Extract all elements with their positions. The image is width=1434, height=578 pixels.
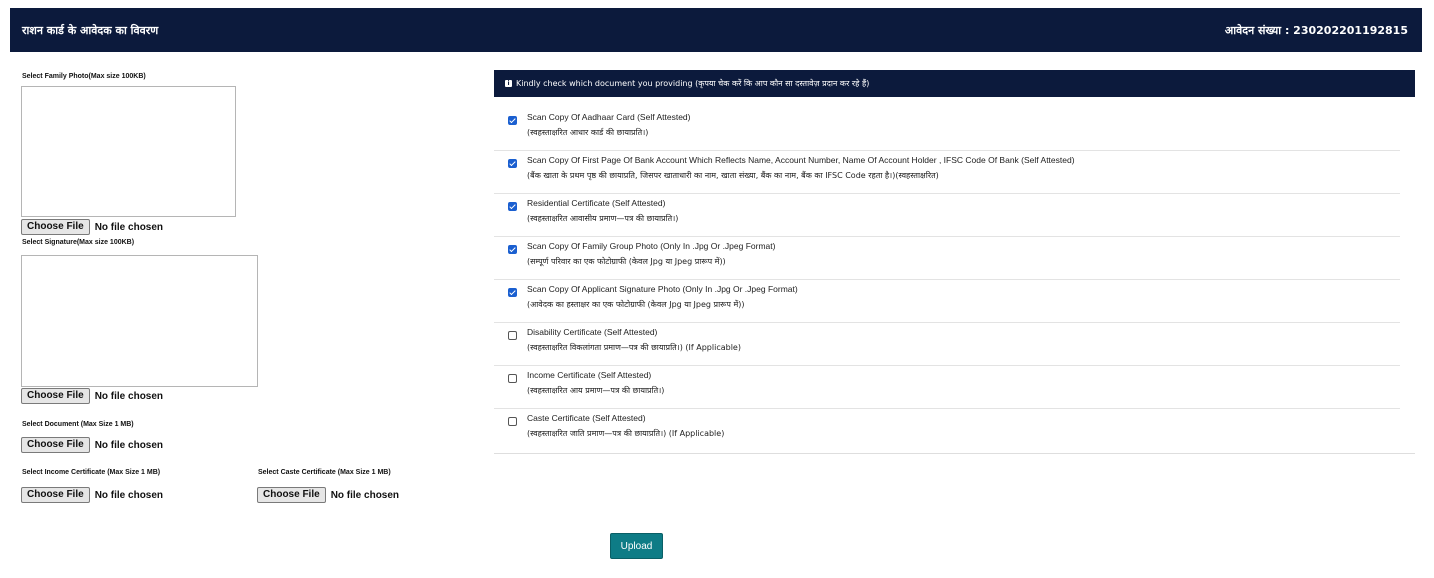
income-certificate-choose-file-button[interactable]: Choose File bbox=[21, 487, 90, 503]
top-header-bar bbox=[10, 8, 1422, 52]
document-hindi-label: (स्वहस्ताक्षरित आवासीय प्रमाण—पत्र की छायाप्रति।) bbox=[527, 214, 679, 223]
page-title: राशन कार्ड के आवेदक का विवरण bbox=[22, 24, 159, 37]
family-photo-preview bbox=[21, 86, 236, 217]
document-checkbox[interactable] bbox=[508, 159, 517, 168]
document-hindi-label: (स्वहस्ताक्षरित आधार कार्ड की छायाप्रति।) bbox=[527, 128, 649, 137]
income-certificate-file-status: No file chosen bbox=[94, 489, 164, 501]
documents-header bbox=[494, 70, 1415, 97]
document-hindi-label: (सम्पूर्ण परिवार का एक फोटोग्राफी (केवल Jpg या Jpeg प्रारूप में)) bbox=[527, 257, 726, 266]
document-checkbox[interactable] bbox=[508, 202, 517, 211]
caste-certificate-file-input[interactable] bbox=[257, 486, 399, 504]
document-item-family-photo bbox=[494, 237, 1400, 280]
document-label: Income Certificate (Self Attested) bbox=[527, 370, 652, 380]
family-photo-label: Select Family Photo(Max size 100KB) bbox=[22, 73, 146, 80]
document-item-bank-account bbox=[494, 151, 1400, 194]
document-label: Scan Copy Of Aadhaar Card (Self Attested) bbox=[527, 112, 691, 122]
document-item-residential bbox=[494, 194, 1400, 237]
document-hindi-label: (स्वहस्ताक्षरित जाति प्रमाण—पत्र की छायाप्रति।) (If Applicable) bbox=[527, 429, 725, 438]
document-file-input[interactable] bbox=[21, 436, 163, 454]
document-item-income bbox=[494, 366, 1400, 409]
document-label: Scan Copy Of Applicant Signature Photo (Only In .Jpg Or .Jpeg Format) bbox=[527, 284, 798, 294]
document-label: Residential Certificate (Self Attested) bbox=[527, 198, 666, 208]
signature-choose-file-button[interactable]: Choose File bbox=[21, 388, 90, 404]
document-checkbox[interactable] bbox=[508, 116, 517, 125]
document-label: Caste Certificate (Self Attested) bbox=[527, 413, 646, 423]
document-checkbox[interactable] bbox=[508, 288, 517, 297]
application-number: आवेदन संख्या : 230202201192815 bbox=[1224, 24, 1408, 37]
document-checkbox[interactable] bbox=[508, 374, 517, 383]
info-icon: i bbox=[505, 80, 512, 87]
document-choose-file-button[interactable]: Choose File bbox=[21, 437, 90, 453]
document-label: Scan Copy Of First Page Of Bank Account Which Reflects Name, Account Number, Name Of Account Holder , IFSC Code Of Bank (Self Attested) bbox=[527, 155, 1075, 165]
documents-header-text: Kindly check which document you providing (कृपया चेक करें कि आप कौन सा दस्तावेज़ प्रदान कर रहे हैं) bbox=[516, 79, 870, 88]
document-item-aadhaar bbox=[494, 108, 1400, 151]
caste-certificate-choose-file-button[interactable]: Choose File bbox=[257, 487, 326, 503]
upload-button[interactable]: Upload bbox=[610, 533, 663, 559]
income-certificate-label: Select Income Certificate (Max Size 1 MB) bbox=[22, 469, 161, 476]
document-item-caste bbox=[494, 409, 1400, 451]
document-file-status: No file chosen bbox=[94, 439, 164, 451]
document-hindi-label: (आवेदक का हस्ताक्षर का एक फोटोग्राफी (केवल Jpg या Jpeg प्रारूप में)) bbox=[527, 300, 745, 309]
family-photo-choose-file-button[interactable]: Choose File bbox=[21, 219, 90, 235]
income-certificate-file-input[interactable] bbox=[21, 486, 163, 504]
document-item-disability bbox=[494, 323, 1400, 366]
document-label: Disability Certificate (Self Attested) bbox=[527, 327, 658, 337]
document-checkbox[interactable] bbox=[508, 331, 517, 340]
document-item-signature-photo bbox=[494, 280, 1400, 323]
documents-checklist bbox=[494, 108, 1400, 451]
document-label: Select Document (Max Size 1 MB) bbox=[22, 421, 134, 428]
signature-label: Select Signature(Max size 100KB) bbox=[22, 239, 135, 246]
divider bbox=[494, 453, 1415, 454]
document-hindi-label: (स्वहस्ताक्षरित विकलांगता प्रमाण—पत्र की छायाप्रति।) (If Applicable) bbox=[527, 343, 741, 352]
caste-certificate-file-status: No file chosen bbox=[330, 489, 400, 501]
caste-certificate-label: Select Caste Certificate (Max Size 1 MB) bbox=[258, 469, 391, 476]
document-label: Scan Copy Of Family Group Photo (Only In .Jpg Or .Jpeg Format) bbox=[527, 241, 776, 251]
document-checkbox[interactable] bbox=[508, 417, 517, 426]
signature-file-input[interactable] bbox=[21, 387, 163, 405]
signature-preview bbox=[21, 255, 258, 387]
family-photo-file-input[interactable] bbox=[21, 218, 163, 236]
document-hindi-label: (बैंक खाता के प्रथम पृष्ठ की छायाप्रति, जिसपर खाताधारी का नाम, खाता संख्या, बैंक का नाम, बैंक का IFSC Code रहता है।)(स्वहस्ताक्षरित) bbox=[527, 171, 939, 180]
document-hindi-label: (स्वहस्ताक्षरित आय प्रमाण—पत्र की छायाप्रति।) bbox=[527, 386, 665, 395]
document-checkbox[interactable] bbox=[508, 245, 517, 254]
signature-file-status: No file chosen bbox=[94, 390, 164, 402]
family-photo-file-status: No file chosen bbox=[94, 221, 164, 233]
